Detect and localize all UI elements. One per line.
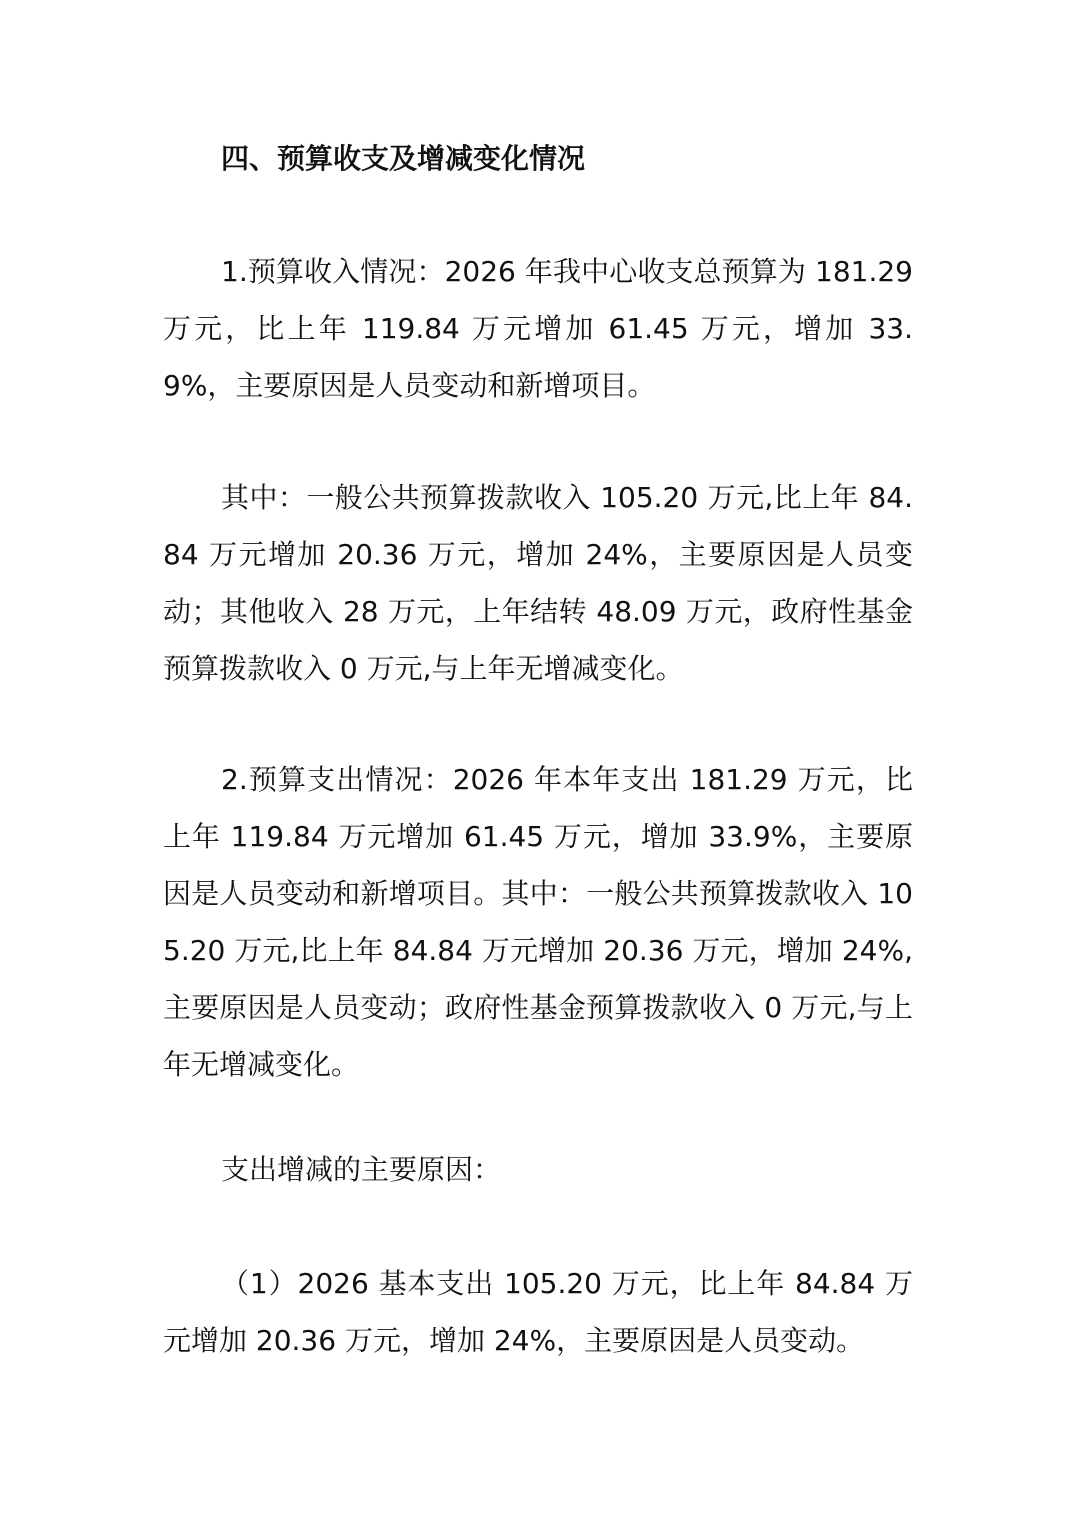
paragraph-basic-expenditure: （1）2026 基本支出 105.20 万元，比上年 84.84 万元增加 20.36 万元，增加 24%，主要原因是人员变动。 [163, 1267, 913, 1357]
paragraph-expenditure-reasons-title: 支出增减的主要原因： [221, 1153, 502, 1186]
paragraph-income-breakdown: 其中：一般公共预算拨款收入 105.20 万元,比上年 84.84 万元增加 20.36 万元，增加 24%，主要原因是人员变动；其他收入 28 万元，上年结转 48.09 万元，政府性基金预算拨款收入 0 万元,与上年无增减变化。 [163, 481, 913, 685]
paragraph-budget-expenditure: 2.预算支出情况：2026 年本年支出 181.29 万元，比上年 119.84 万元增加 61.45 万元，增加 33.9%，主要原因是人员变动和新增项目。其中：一般公共预算拨款收入 105.20 万元,比上年 84.84 万元增加 20.36 万元，增加 24%,主要原因是人员变动；政府性基金预算拨款收入 0 万元,与上年无增减变化。 [163, 763, 913, 1081]
section-heading: 四、预算收支及增减变化情况 [221, 142, 586, 175]
paragraph-budget-income: 1.预算收入情况：2026 年我中心收支总预算为 181.29 万元，比上年 119.84 万元增加 61.45 万元，增加 33.9%，主要原因是人员变动和新增项目。 [163, 255, 913, 402]
